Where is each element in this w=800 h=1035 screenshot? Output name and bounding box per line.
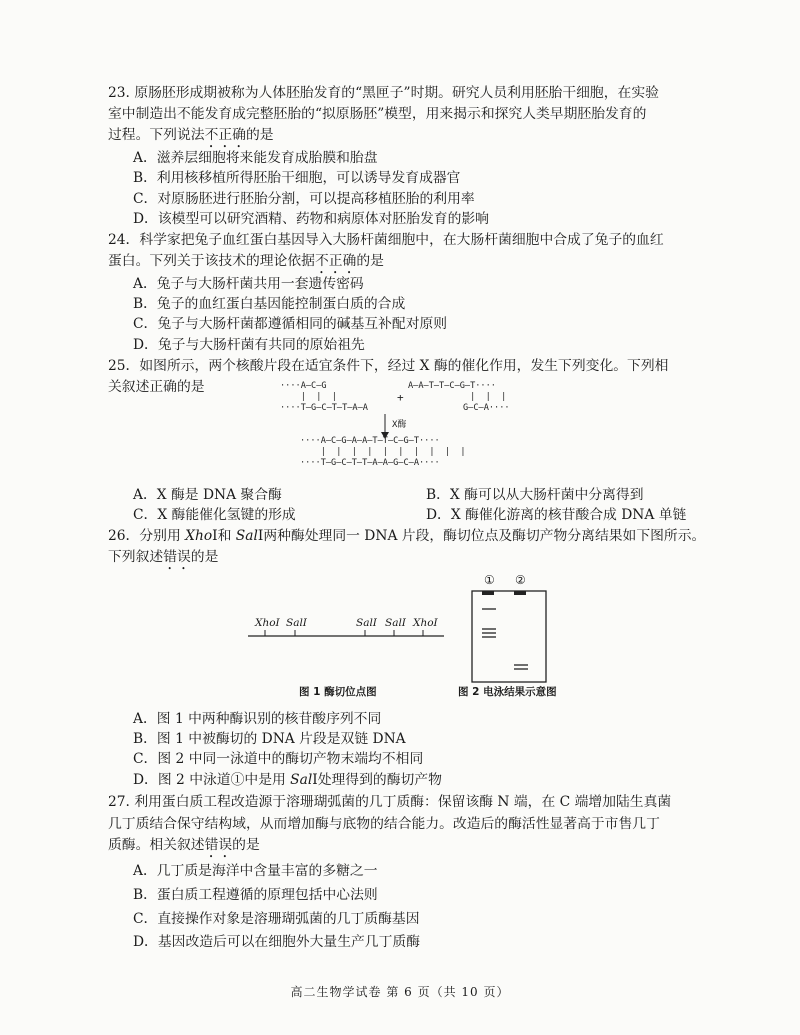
site-sal-2: SalⅠ	[356, 617, 377, 629]
q25-option-a: A．X 酶是 DNA 聚合酶	[133, 487, 282, 503]
q26-option-c: C．图 2 中同一泳道中的酶切产物末端均不相同	[133, 751, 424, 767]
site-xho-2: XhoⅠ	[413, 617, 438, 629]
x-enzyme-label: X酶	[392, 420, 407, 430]
q23-stem-emphasis: 不正确	[204, 127, 246, 143]
page-footer: 高二生物学试卷 第 6 页（共 10 页）	[290, 985, 510, 999]
q26-roman-1: Ⅰ	[212, 528, 218, 544]
product-hydrogen-bonds: | | | | | | | | | |	[300, 447, 466, 457]
q24-option-d: D．兔子与大肠杆菌有共同的原始祖先	[133, 337, 365, 353]
q27-stem-pre: 质酶。相关叙述	[108, 837, 205, 853]
figure2-caption: 图 2 电泳结果示意图	[458, 686, 557, 698]
lane-1-label: ①	[484, 573, 495, 587]
q26-option-d-post: Ⅰ处理得到的酶切产物	[312, 772, 442, 788]
q26-stem-pre: 26．分别用	[108, 528, 186, 544]
q26-stem-line2	[108, 548, 218, 573]
site-sal-3: SalⅠ	[385, 617, 406, 629]
q26-stem-emphasis: 错误	[163, 549, 191, 565]
q26-stem-post: 两种酶处理同一 DNA 片段，酶切位点及酶切产物分离结果如下图所示。	[263, 528, 706, 544]
q26-option-b: B．图 1 中被酶切的 DNA 片段是双链 DNA	[133, 731, 406, 747]
site-xho-1: XhoⅠ	[255, 617, 280, 629]
q26-stem-mid: 和	[217, 528, 236, 544]
plus-sign: +	[397, 391, 404, 404]
lane-2-label: ②	[515, 573, 526, 587]
q24-option-c: C．兔子与大肠杆菌都遵循相同的碱基互补配对原则	[133, 316, 448, 332]
q26-option-d-pre: D．图 2 中泳道①中是用	[133, 772, 291, 788]
q23-stem-pre: 过程。下列说法	[108, 127, 205, 143]
q27-option-d: D．基因改造后可以在细胞外大量生产几丁质酶	[133, 934, 420, 950]
q26-option-d	[133, 771, 442, 789]
q27-stem-post: 的是	[232, 837, 260, 853]
q26-stem-pre2: 下列叙述	[108, 549, 164, 565]
q24-stem-line1: 24．科学家把兔子血红蛋白基因导入大肠杆菌细胞中，在大肠杆菌细胞中合成了兔子的血红	[108, 232, 664, 248]
q26-enzyme-sal: Sal	[235, 528, 258, 544]
q26-enzyme-xho: Xho	[185, 528, 213, 544]
q25-option-c: C．X 酶能催化氢键的形成	[133, 507, 296, 523]
q23-stem-line3	[108, 126, 274, 151]
product-top-strand: ····A—C—G—A—A—T—T—C—G—T····	[300, 436, 440, 446]
q23-stem-line1: 23. 原肠胚形成期被称为人体胚胎发育的“黑匣子”时期。研究人员利用胚胎干细胞，在实验	[108, 85, 659, 101]
lane-2-well	[514, 591, 526, 595]
frag2-top-strand: A—A—T—T—C—G—T····	[408, 381, 496, 391]
site-sal-1: SalⅠ	[286, 617, 307, 629]
q23-option-c: C．对原肠胚进行胚胎分割，可以提高移植胚胎的利用率	[133, 191, 475, 207]
q27-stem-line3	[108, 836, 260, 861]
q27-option-c: C．直接操作对象是溶珊瑚弧菌的几丁质酶基因	[133, 911, 420, 927]
q23-option-a: A．滋养层细胞将来能发育成胎膜和胎盘	[133, 150, 378, 166]
q25-option-d: D．X 酶催化游离的核苷酸合成 DNA 单链	[426, 507, 687, 523]
q24-stem-pre: 蛋白。下列关于该技术的理论依据	[108, 253, 315, 269]
q25-stem-line2: 关叙述正确的是	[108, 379, 205, 395]
q27-option-b: B．蛋白质工程遵循的原理包括中心法则	[133, 887, 378, 903]
q27-stem-line1: 27. 利用蛋白质工程改造源于溶珊瑚弧菌的几丁质酶：保留该酶 N 端，在 C 端增加陆生真菌	[108, 794, 672, 810]
dna-fragment-line	[248, 628, 448, 644]
q23-stem-line2: 室中制造出不能发育成完整胚胎的“拟原肠胚”模型，用来揭示和探究人类早期胚胎发育的	[108, 106, 647, 122]
frag2-bottom-strand: G—C—A····	[463, 403, 510, 413]
q24-option-b: B．兔子的血红蛋白基因能控制蛋白质的合成	[133, 296, 406, 312]
q24-stem-post: 的是	[356, 253, 384, 269]
q26-option-d-enzyme: Sal	[290, 772, 313, 788]
frag1-hydrogen-bonds: | | |	[280, 392, 337, 402]
q25-stem-line1: 25．如图所示，两个核酸片段在适宜条件下，经过 X 酶的催化作用，发生下列变化。下列相	[108, 358, 669, 374]
q26-stem-line1	[108, 527, 705, 545]
q26-stem-post2: 的是	[190, 549, 219, 565]
q23-stem-post: 的是	[245, 127, 274, 143]
q27-stem-line2: 几丁质结合保守结构域，从而增加酶与底物的结合能力。改造后的酶活性显著高于市售几丁	[108, 816, 660, 832]
frag1-bottom-strand: ····T—G—C—T—T—A—A	[280, 403, 368, 413]
q25-option-b: B．X 酶可以从大肠杆菌中分离得到	[426, 487, 644, 503]
gel-box	[470, 589, 550, 685]
q27-stem-emphasis: 错误	[204, 837, 233, 853]
q23-option-d: D．该模型可以研究酒精、药物和病原体对胚胎发育的影响	[133, 211, 489, 227]
q27-option-a: A．几丁质是海洋中含量丰富的多糖之一	[133, 863, 378, 879]
frag2-hydrogen-bonds: | | |	[408, 392, 507, 402]
q26-roman-2: Ⅰ	[257, 528, 264, 544]
q24-option-a: A．兔子与大肠杆菌共用一套遗传密码	[133, 276, 364, 292]
figure1-caption: 图 1 酶切位点图	[299, 686, 377, 698]
q24-stem-emphasis: 不正确	[314, 253, 357, 269]
lane-1-well	[482, 591, 494, 595]
q23-option-b: B．利用核移植所得胚胎干细胞，可以诱导发育成器官	[133, 170, 461, 186]
frag1-top-strand: ····A—C—G	[280, 381, 327, 391]
q24-stem-line2	[108, 252, 384, 277]
q26-option-a: A．图 1 中两种酶识别的核苷酸序列不同	[133, 711, 382, 727]
product-bottom-strand: ····T—G—C—T—T—A—A—G—C—A····	[300, 458, 440, 468]
